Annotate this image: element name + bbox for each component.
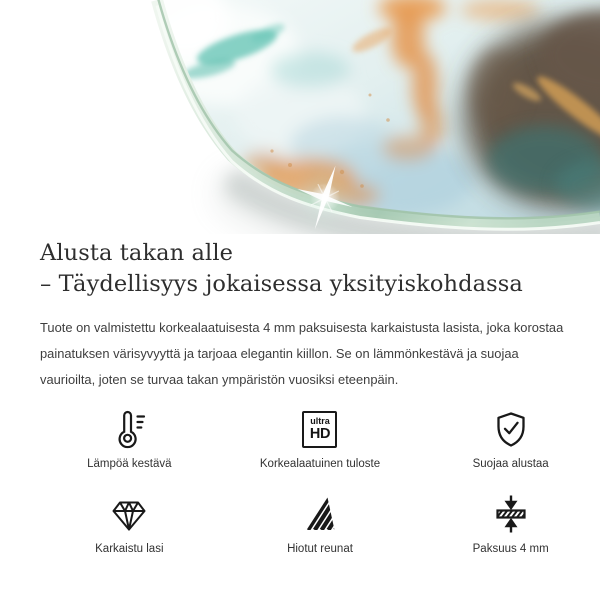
feature-label: Korkealaatuinen tuloste [259, 458, 381, 470]
product-description: Tuote on valmistettu korkealaatuisesta 4 mm paksuisesta karkaistusta lasista, joka korostaa painatuksen värisyvyyttä ja tarjoaa elegantin kiillon. Se on lämmönkestävä ja suojaa vaurioilta, joten se turvaa takan ympäristön vuosiksi eteenpäin. [40, 320, 564, 387]
feature-label: Paksuus 4 mm [472, 543, 549, 555]
page-title-line2: – Täydellisyys jokaisessa yksityiskohdassa [40, 271, 523, 297]
feature-grid [34, 406, 600, 555]
thickness-icon [491, 494, 531, 534]
diamond-icon [109, 494, 149, 534]
ultra-hd-icon-top-text: ultra [310, 415, 330, 426]
feature-protects-surface [415, 406, 600, 470]
page-title-line1: Alusta takan alle [40, 240, 234, 266]
page-title [40, 238, 566, 300]
feature-polished-edges [225, 491, 416, 555]
ultra-hd-icon [302, 411, 337, 448]
polished-edges-icon [300, 494, 340, 534]
feature-label: Karkaistu lasi [95, 543, 164, 555]
feature-label: Hiotut reunat [287, 543, 353, 555]
thermometer-icon [109, 409, 149, 449]
feature-high-quality-print [225, 406, 416, 470]
feature-tempered-glass [34, 491, 225, 555]
glass-disc-illustration [0, 0, 600, 234]
description-section [0, 238, 600, 555]
product-image [0, 0, 600, 234]
feature-heat-resistant [34, 406, 225, 470]
shield-check-icon [491, 409, 531, 449]
ultra-hd-icon-bottom-text: HD [309, 425, 331, 442]
feature-label: Suojaa alustaa [472, 458, 549, 470]
feature-thickness [415, 491, 600, 555]
feature-label: Lämpöä kestävä [87, 458, 172, 470]
